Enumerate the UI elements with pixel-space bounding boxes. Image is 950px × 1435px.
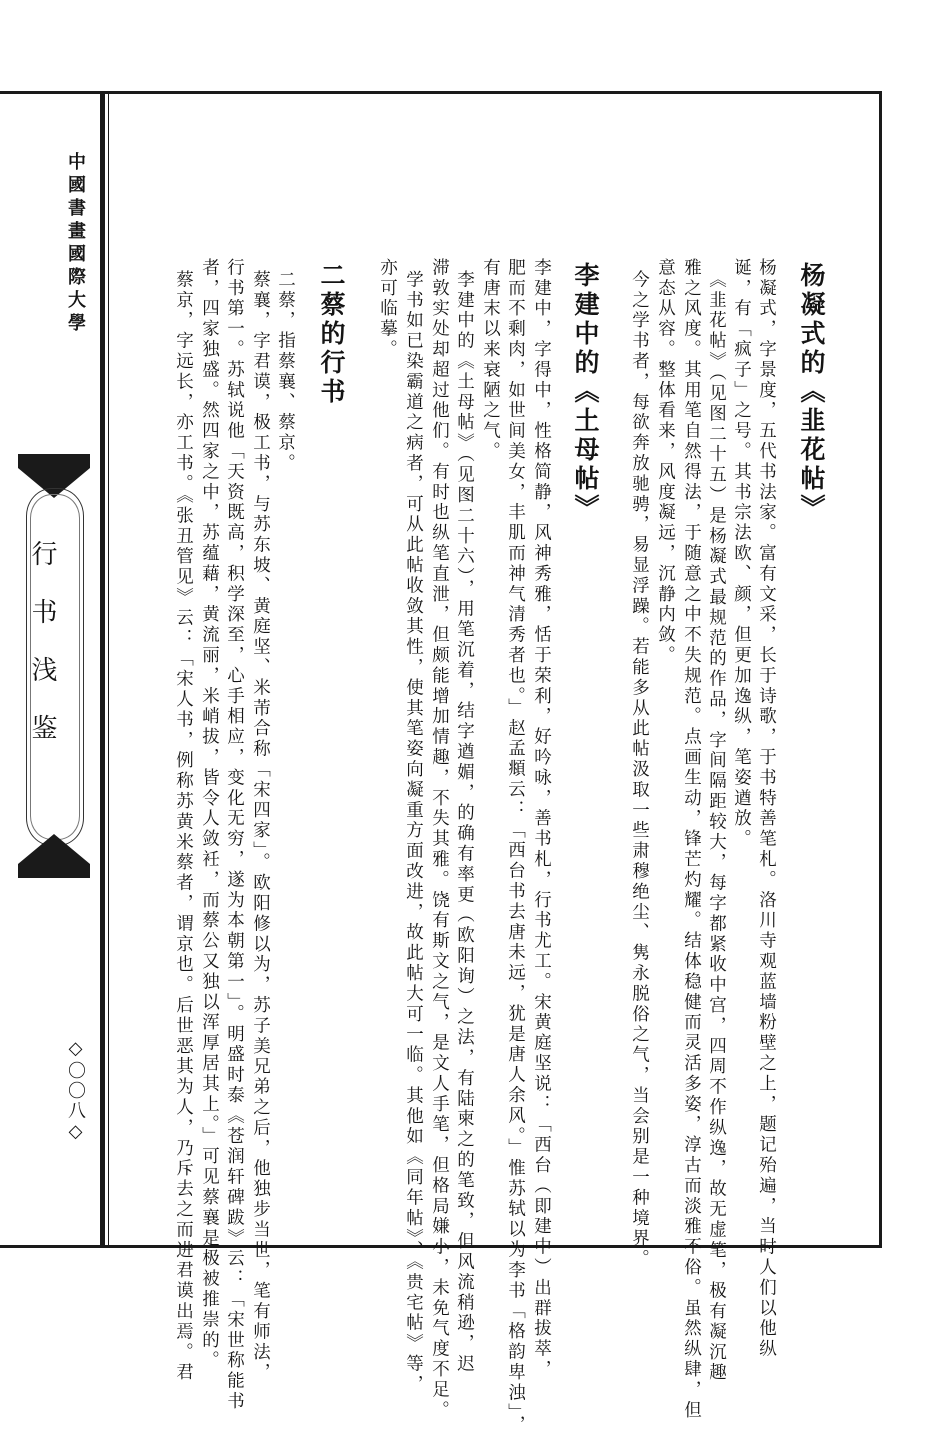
section-heading-cai: 二蔡的行书 — [317, 262, 346, 407]
paragraph-line: 李建中，字得中，性格简静，风神秀雅，恬于荣利，好吟咏，善书札，行书尤工。宋黄庭坚说：「西台（即建中）出群拔萃， — [531, 258, 552, 1380]
paragraph-line: 学书如已染霸道之病者，可从此帖收敛其性，使其笔姿向凝重方面改进，故此帖大可一临。其他如《同年帖》、《贵宅帖》等， — [403, 270, 424, 1395]
section-heading-yang: 杨凝式的《韭花帖》 — [797, 262, 826, 523]
paragraph-line: 有唐末以来衰陋之气。 — [480, 258, 501, 462]
sidebar-divider-thin — [108, 94, 109, 1245]
paragraph-line: 蔡襄，字君谟，极工书，与苏东坡、黄庭坚、米芾合称「宋四家」。欧阳修以为，苏子美兄弟之后，他独步当世，笔有师法， — [250, 270, 271, 1384]
paragraph-line: 亦可临摹。 — [377, 258, 398, 360]
paragraph-line: 行书第一。苏轼说他「天资既高，积学深至，心手相应，变化无穷，遂为本朝第一」。明盛时泰《苍润轩碑跋》云：「宋世称能书 — [224, 258, 245, 1413]
paragraph-line: 蔡京，字远长，亦工书。《张丑管见》云：「宋人书，例称苏黄米蔡者，谓京也。后世恶其为人，乃斥去之而进君谟出焉。君 — [173, 270, 194, 1384]
paragraph-line: 肥而不剩肉，如世间美女，丰肌而神气清秀者也。」赵孟頫云：「西台书去唐未远，犹是唐人余风。」惟苏轼以为李书「格韵卑浊」， — [505, 258, 526, 1435]
paragraph-line: 杨凝式，字景度，五代书法家。富有文采，长于诗歌，于书特善笔札。洛川寺观蓝墙粉壁之上，题记殆遍，当时人们以他纵 — [756, 258, 777, 1360]
paragraph-line: 滞敦实处却超过他们。有时也纵笔直泄，但颇能增加情趣，不失其雅。饶有斯文之气，是文人手笔，但格局嫌小，未免气度不足。 — [429, 258, 450, 1421]
paragraph-line: 《韭花帖》（见图二十五）是杨凝式最规范的作品，字间隔距较大，每字都紧收中宫，四周不作纵逸，故无虚笔，极有凝沉趣 — [706, 270, 727, 1384]
paragraph-line: 今之学书者，每欲奔放驰骋，易显浮躁。若能多从此帖汲取一些肃穆绝尘、隽永脱俗之气，当会别是一种境界。 — [629, 270, 650, 1270]
paragraph-line: 诞，有「疯子」之号。其书宗法欧、颜，但更加逸纵，笔姿遒放。 — [731, 258, 752, 850]
paragraph-line: 二蔡，指蔡襄、蔡京。 — [275, 270, 296, 474]
section-heading-li: 李建中的《土母帖》 — [571, 262, 600, 523]
paragraph-line: 意态从容。整体看来，风度凝远，沉静内敛。 — [655, 258, 676, 666]
paragraph-line: 雅之风度。其用笔自然得法，于随意之中不失规范。点画生动，锋芒灼耀。结体稳健而灵活多姿，淳古而淡雅不俗。虽然纵肆，但 — [681, 258, 702, 1421]
book-title: 行书浅鉴 — [27, 540, 57, 772]
sidebar-divider — [100, 94, 105, 1245]
university-name: 中國書畫國際大學 — [65, 152, 86, 336]
paragraph-line: 李建中的《土母帖》（见图二十六），用笔沉着，结字遒媚，的确有率更（欧阳询）之法，有陆柬之的笔致，但风流稍逊，迟 — [454, 270, 475, 1375]
paragraph-line: 者，四家独盛。然四家之中，苏蕴藉，黄流丽，米峭拔，皆令人敛衽，而蔡公又独以浑厚居其上。」可见蔡襄是极被推崇的。 — [199, 258, 220, 1372]
page-number: ◇〇〇八◇ — [65, 1038, 86, 1144]
